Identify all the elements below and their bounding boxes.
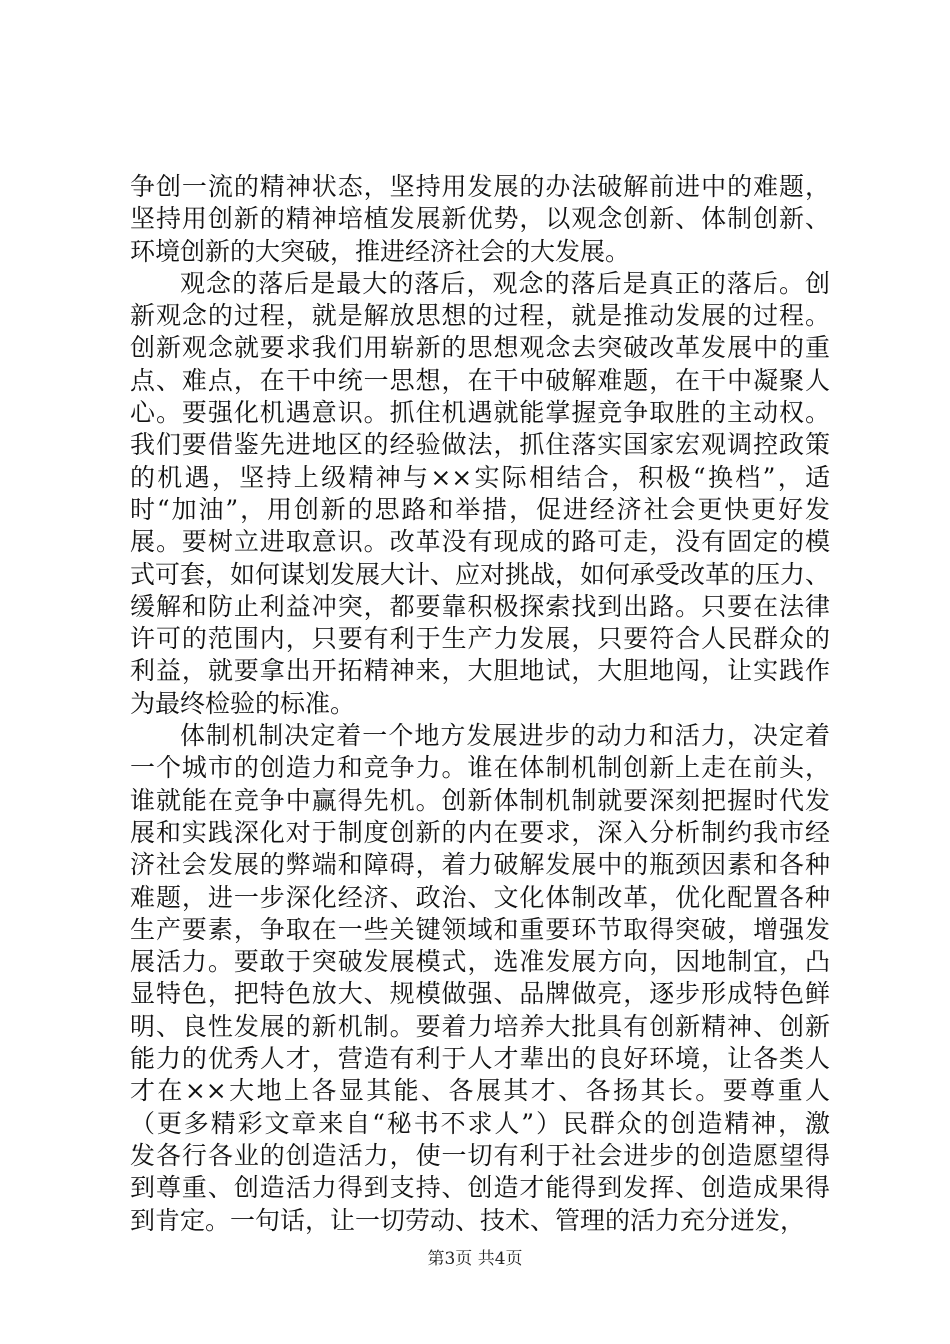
text-line: 才在××大地上各显其能、各展其才、各扬其长。要尊重人 [130,1076,830,1106]
text-line: 创新观念就要求我们用崭新的思想观念去突破改革发展中的重 [130,333,830,363]
text-line: 利益，就要拿出开拓精神来，大胆地试，大胆地闯，让实践作 [130,656,830,686]
text-line: 时“加油”，用创新的思路和举措，促进经济社会更快更好发 [130,494,830,524]
text-line: 缓解和防止利益冲突，都要靠积极探索找到出路。只要在法律 [130,591,830,621]
text-line: 的机遇，坚持上级精神与××实际相结合，积极“换档”，适 [130,462,830,492]
text-line: 式可套，如何谋划发展大计、应对挑战，如何承受改革的压力、 [130,559,831,589]
document-body [130,171,830,1237]
text-line: 明、良性发展的新机制。要着力培养大批具有创新精神、创新 [130,1011,830,1041]
text-line: 争创一流的精神状态，坚持用发展的办法破解前进中的难题， [130,172,830,201]
text-line: 展。要树立进取意识。改革没有现成的路可走，没有固定的模 [130,527,830,557]
text-line: 到尊重、创造活力得到支持、创造才能得到发挥、创造成果得 [130,1173,830,1203]
text-line: 难题，进一步深化经济、政治、文化体制改革，优化配置各种 [130,882,830,912]
text-line: 发各行各业的创造活力，使一切有利于社会进步的创造愿望得 [130,1140,830,1170]
text-line: 坚持用创新的精神培植发展新优势，以观念创新、体制创新、 [130,204,830,234]
text-line: 生产要素，争取在一些关键领域和重要环节取得突破，增强发 [130,914,830,944]
text-line: 能力的优秀人才，营造有利于人才辈出的良好环境，让各类人 [130,1044,830,1074]
text-line: 我们要借鉴先进地区的经验做法，抓住落实国家宏观调控政策 [130,430,830,460]
text-line: 新观念的过程，就是解放思想的过程，就是推动发展的过程。 [130,301,830,331]
text-line: 谁就能在竞争中赢得先机。创新体制机制就要深刻把握时代发 [130,785,830,815]
text-line: 为最终检验的标准。 [130,688,356,718]
text-line: 到肯定。一句话，让一切劳动、技术、管理的活力充分迸发， [130,1205,806,1235]
text-line: 展和实践深化对于制度创新的内在要求，深入分析制约我市经 [130,817,830,847]
text-line: 心。要强化机遇意识。抓住机遇就能掌握竞争取胜的主动权。 [130,398,830,428]
text-line: 显特色，把特色放大、规模做强、品牌做亮，逐步形成特色鲜 [130,979,830,1009]
text-line: 点、难点，在干中统一思想，在干中破解难题，在干中凝聚人 [130,365,830,395]
text-line: （更多精彩文章来自“秘书不求人”）民群众的创造精神，激 [130,1108,830,1138]
text-line: 济社会发展的弊端和障碍，着力破解发展中的瓶颈因素和各种 [130,850,830,880]
text-line: 一个城市的创造力和竞争力。谁在体制机制创新上走在前头， [130,753,830,783]
text-line: 展活力。要敢于突破发展模式，选准发展方向，因地制宜，凸 [130,947,830,977]
page-number: 第3页 共4页 [427,1249,523,1269]
page-footer [0,1244,950,1269]
text-line: 体制机制决定着一个地方发展进步的动力和活力，决定着 [180,721,830,751]
text-line: 观念的落后是最大的落后，观念的落后是真正的落后。创 [180,268,830,298]
text-line: 环境创新的大突破，推进经济社会的大发展。 [130,236,631,266]
text-line: 许可的范围内，只要有利于生产力发展，只要符合人民群众的 [130,624,830,654]
